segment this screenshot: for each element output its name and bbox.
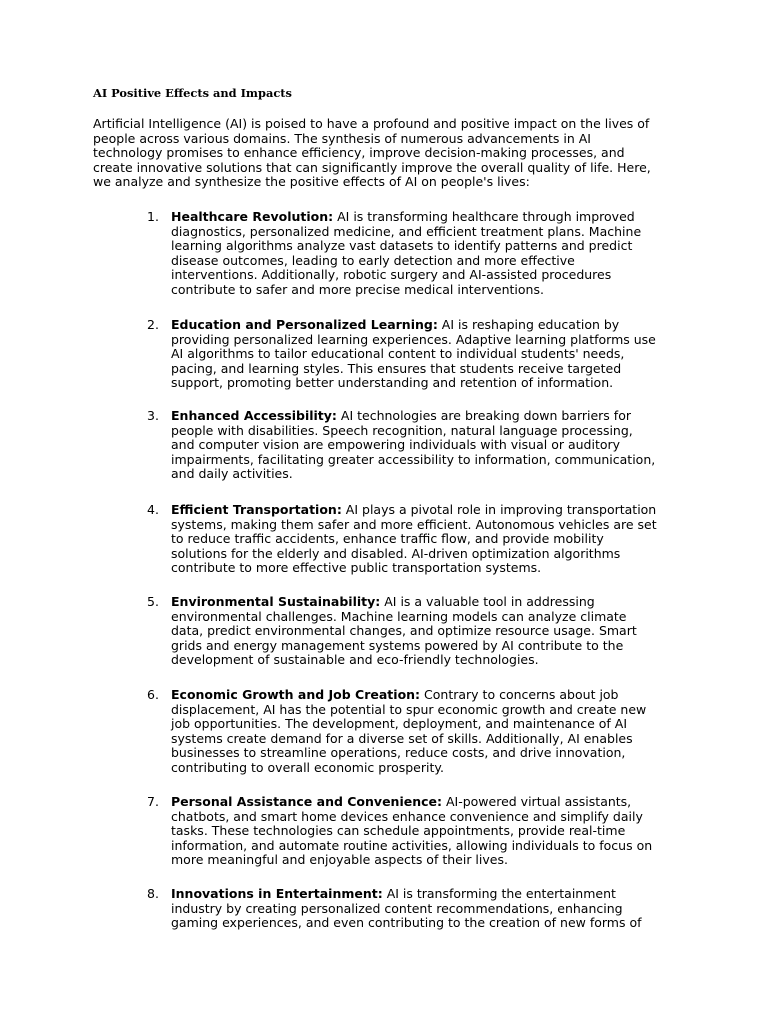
list-item-line: contribute to safer and more precise medical interventions. [171, 281, 544, 297]
intro-line: we analyze and synthesize the positive effects of AI on people's lives: [93, 174, 530, 189]
list-item-body [171, 887, 701, 931]
list-item-line: chatbots, and smart home devices enhance convenience and simplify daily [171, 808, 643, 824]
list-item-number: 8. [147, 886, 159, 901]
list-item-line [171, 409, 701, 424]
list-item-title: Environmental Sustainability: [171, 594, 381, 609]
list-item-line: information, and automate routine activities, allowing individuals to focus on [171, 837, 653, 853]
list-item-line: environmental challenges. Machine learning models can analyze climate [171, 608, 627, 624]
list-item-line: displacement, AI has the potential to spur economic growth and create new [171, 701, 647, 717]
intro-paragraph [93, 117, 683, 190]
document-title: AI Positive Effects and Impacts [93, 86, 292, 100]
list-item-body [171, 595, 701, 668]
list-item-line: data, predict environmental changes, and optimize resource usage. Smart [171, 623, 637, 638]
list-item-body [171, 210, 701, 297]
list-item-text: AI-powered virtual assistants, [442, 794, 632, 809]
list-item-line [171, 210, 701, 225]
intro-line: people across various domains. The synthesis of numerous advancements in AI [93, 130, 591, 146]
list-item-text: AI is transforming healthcare through improved [333, 209, 635, 224]
list-item-line: contributing to overall economic prosperity. [171, 759, 444, 775]
list-item-number: 1. [147, 209, 159, 224]
list-item-number: 7. [147, 794, 159, 809]
list-item-body [171, 688, 701, 775]
list-item-line: more meaningful and enjoyable aspects of their lives. [171, 852, 508, 867]
list-item-line [171, 795, 701, 810]
list-item-line: and computer vision are empowering individuals with visual or auditory [171, 437, 621, 452]
list-item-line: systems, making them safer and more efficient. Autonomous vehicles are set [171, 516, 657, 532]
list-item-number: 6. [147, 687, 159, 702]
list-item-text: AI plays a pivotal role in improving transportation [341, 502, 657, 517]
list-item-body [171, 503, 701, 576]
list-item-title: Innovations in Entertainment: [171, 886, 383, 901]
list-item-body [171, 318, 701, 391]
list-item-title: Economic Growth and Job Creation: [171, 687, 421, 702]
list-item-line: pacing, and learning styles. This ensures that students receive targeted [171, 360, 622, 376]
list-item-line: systems create demand for a diverse set of skills. Additionally, AI enables [171, 730, 633, 746]
list-item-body [171, 409, 701, 482]
list-item-line: providing personalized learning experiences. Adaptive learning platforms use [171, 331, 656, 347]
list-item-body [171, 795, 701, 868]
list-item-text: AI technologies are breaking down barriers for [336, 408, 631, 423]
list-item-text: AI is transforming the entertainment [382, 886, 616, 901]
list-item-line: to reduce traffic accidents, enhance traffic flow, and provide mobility [171, 531, 604, 546]
list-item-line: businesses to streamline operations, reduce costs, and drive innovation, [171, 745, 626, 760]
list-item-title: Efficient Transportation: [171, 502, 342, 517]
list-item-line: people with disabilities. Speech recognition, natural language processing, [171, 422, 633, 438]
list-item-line: learning algorithms analyze vast datasets to identify patterns and predict [171, 238, 633, 253]
list-item-text: AI is a valuable tool in addressing [380, 594, 595, 609]
list-item-line: solutions for the elderly and disabled. AI-driven optimization algorithms [171, 545, 621, 561]
list-item-line [171, 318, 701, 333]
list-item-line: disease outcomes, leading to early detection and more effective [171, 252, 575, 268]
list-item-line: grids and energy management systems powered by AI contribute to the [171, 637, 624, 653]
list-item-line [171, 503, 701, 518]
intro-line: Artificial Intelligence (AI) is poised to have a profound and positive impact on the lives of [93, 116, 650, 131]
list-item-text: Contrary to concerns about job [420, 687, 619, 702]
list-item-title: Enhanced Accessibility: [171, 408, 337, 423]
list-item-number: 3. [147, 408, 159, 423]
list-item-line [171, 688, 701, 703]
list-item-line: tasks. These technologies can schedule appointments, provide real-time [171, 823, 626, 838]
list-item-line: support, promoting better understanding and retention of information. [171, 375, 614, 390]
intro-line: technology promises to enhance efficiency, improve decision-making processes, and [93, 145, 625, 160]
list-item-line: AI algorithms to tailor educational content to individual students' needs, [171, 346, 625, 361]
intro-line: create innovative solutions that can significantly improve the overall quality of life. Here, [93, 159, 651, 175]
list-item-title: Education and Personalized Learning: [171, 317, 438, 332]
list-item-line: contribute to more effective public transportation systems. [171, 560, 542, 575]
list-item-line [171, 887, 701, 902]
list-item-line: impairments, facilitating greater accessibility to information, communication, [171, 451, 656, 467]
list-item-line [171, 595, 701, 610]
list-item-text: AI is reshaping education by [437, 317, 620, 332]
list-item-line: development of sustainable and eco-friendly technologies. [171, 652, 539, 667]
list-item-line: industry by creating personalized content recommendations, enhancing [171, 900, 623, 916]
list-item-number: 4. [147, 502, 159, 517]
list-item-line: diagnostics, personalized medicine, and efficient treatment plans. Machine [171, 223, 642, 239]
list-item-number: 5. [147, 594, 159, 609]
list-item-number: 2. [147, 317, 159, 332]
list-item-title: Personal Assistance and Convenience: [171, 794, 442, 809]
list-item-line: gaming experiences, and even contributing to the creation of new forms of [171, 915, 642, 930]
list-item-title: Healthcare Revolution: [171, 209, 334, 224]
list-item-line: and daily activities. [171, 466, 293, 481]
list-item-line: job opportunities. The development, deployment, and maintenance of AI [171, 716, 628, 731]
list-item-line: interventions. Additionally, robotic surgery and AI-assisted procedures [171, 267, 612, 282]
